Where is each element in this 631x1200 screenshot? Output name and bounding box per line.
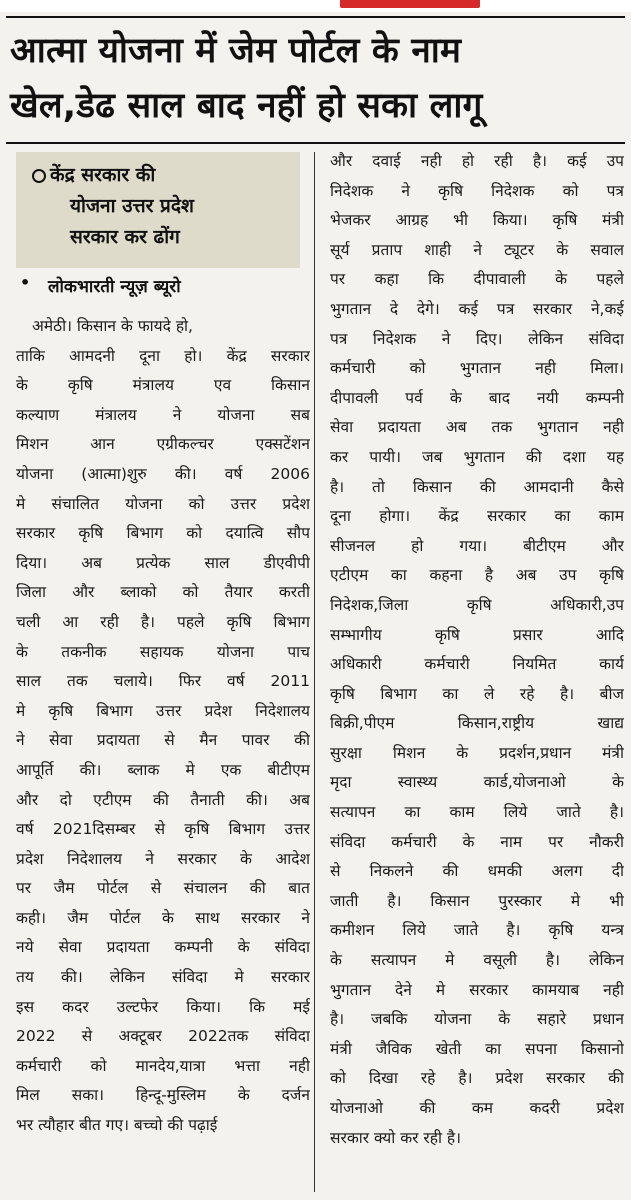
article-line: जिला और ब्लाको को तैयार करती bbox=[16, 583, 310, 602]
article-line: इस कदर उल्टफेर किया। कि मई bbox=[16, 997, 310, 1016]
article-line: योजनाओ की कम कदरी प्रदेश bbox=[330, 1099, 624, 1117]
masthead-red-mark bbox=[340, 0, 480, 8]
article-line: मंत्री जैविक खेती का सपना किसानो bbox=[330, 1039, 624, 1058]
article-column-left bbox=[16, 312, 310, 1141]
article-line: और दो एटीएम की तैनाती की। अब bbox=[16, 790, 310, 809]
article-line: भुगतान दे देगे। कई पत्र सरकार ने,कई bbox=[330, 299, 624, 318]
article-line: के तकनीक सहायक योजना पाच bbox=[16, 642, 310, 661]
article-line: दूना होगा। केंद्र सरकार का काम bbox=[330, 507, 624, 526]
article-line: को दिखा रहे है। प्रदेश सरकार की bbox=[330, 1069, 624, 1088]
article-line: निदेशक ने कृषि निदेशक को पत्र bbox=[330, 181, 624, 200]
top-masthead-strip bbox=[0, 0, 631, 12]
article-line: पर जैम पोर्टल से संचालन की बात bbox=[16, 879, 310, 898]
article-line: ताकि आमदनी दूना हो। केंद्र सरकार bbox=[16, 346, 310, 365]
article-column-right bbox=[330, 147, 624, 1153]
article-line: सरकार कृषि बिभाग को दयात्वि सौप bbox=[16, 524, 310, 543]
article-line: कृषि बिभाग का ले रहे है। बीज bbox=[330, 684, 624, 703]
article-line: भेजकर आग्रह भी किया। कृषि मंत्री bbox=[330, 211, 624, 230]
article-line: वर्ष 2021दिसम्बर से कृषि बिभाग उत्तर bbox=[16, 820, 310, 839]
article-line: सूर्य प्रताप शाही ने ट्यूटर के सवाल bbox=[330, 240, 624, 259]
article-line: मिशन आन एग्रीकल्चर एक्सटेंशन bbox=[16, 435, 310, 454]
subhead-line-1: केंद्र सरकार की bbox=[50, 164, 156, 186]
article-line: संविदा कर्मचारी के नाम पर नौकरी bbox=[330, 832, 624, 851]
headline bbox=[10, 24, 625, 134]
byline-text: लोकभारती न्यूज़ ब्यूरो bbox=[48, 277, 181, 297]
article-line: प्रदेश निदेशालय ने सरकार के आदेश bbox=[16, 849, 310, 868]
article-line: सीजनल हो गया। बीटीएम और bbox=[330, 536, 624, 555]
byline-dot-icon: • bbox=[20, 273, 31, 292]
article-line: दीपावली पर्व के बाद नयी कम्पनी bbox=[330, 388, 624, 407]
article-line: अमेठी। किसान के फायदे हो, bbox=[32, 317, 193, 335]
article-line: एटीएम का कहना है अब उप कृषि bbox=[330, 566, 624, 585]
article-line: मृदा स्वास्थ्य कार्ड,योजनाओ के bbox=[330, 773, 624, 792]
article-line: कर्मचारी को भुगतान नही मिला। bbox=[330, 359, 624, 378]
article-line: से निकलने की धमकी अलग दी bbox=[330, 862, 624, 881]
article-line: पर कहा कि दीपावाली के पहले bbox=[330, 270, 624, 289]
subhead-line-3: सरकार कर ढोंग bbox=[70, 226, 180, 248]
article-line: सेवा प्रदायता अब तक भुगतान नही bbox=[330, 418, 624, 437]
article-line: चली आ रही है। पहले कृषि बिभाग bbox=[16, 612, 310, 631]
article-line: आपूर्ति की। ब्लाक मे एक बीटीएम bbox=[16, 760, 310, 779]
article-line: भुगतान देने मे सरकार कामयाब नही bbox=[330, 980, 624, 999]
column-divider bbox=[314, 152, 315, 1192]
article-line: मे संचालित योजना को उत्तर प्रदेश bbox=[16, 494, 310, 513]
article-line: ने सेवा प्रदायता से मैन पावर की bbox=[16, 731, 310, 750]
article-line: कर पायी। जब भुगतान की दशा यह bbox=[330, 447, 624, 466]
article-line: साल तक चलाये। फिर वर्ष 2011 bbox=[16, 672, 310, 691]
article-line: कर्मचारी को मानदेय,यात्रा भत्ता नही bbox=[16, 1056, 310, 1075]
subhead-box bbox=[16, 152, 300, 268]
article-line: तय की। लेकिन संविदा मे सरकार bbox=[16, 968, 310, 987]
circle-bullet-icon bbox=[32, 169, 46, 183]
article-line: मे कृषि बिभाग उत्तर प्रदेश निदेशालय bbox=[16, 701, 310, 720]
article-line: कही। जैम पोर्टल के साथ सरकार ने bbox=[16, 908, 310, 927]
article-line: 2022 से अक्टूबर 2022तक संविदा bbox=[16, 1027, 310, 1046]
article-line: बिक्री,पीएम किसान,राष्ट्रीय खाद्य bbox=[330, 714, 624, 733]
article-line: सरकार क्यो कर रही है। bbox=[330, 1128, 462, 1147]
article-line: है। जबकि योजना के सहारे प्रधान bbox=[330, 1010, 624, 1029]
article-line: निदेशक,जिला कृषि अधिकारी,उप bbox=[330, 595, 624, 614]
article-line: अधिकारी कर्मचारी नियमित कार्य bbox=[330, 655, 624, 674]
article-line: नये सेवा प्रदायता कम्पनी के संविदा bbox=[16, 938, 310, 957]
article-line: सम्भागीय कृषि प्रसार आदि bbox=[330, 625, 624, 644]
article-line: के कृषि मंत्रालय एव किसान bbox=[16, 376, 310, 395]
article-line: भर त्यौहार बीत गए। बच्चो की पढ़ाई bbox=[16, 1116, 218, 1135]
article-line: कमीशन लिये जाते है। कृषि यन्त्र bbox=[330, 921, 624, 940]
subhead-line-2: योजना उत्तर प्रदेश bbox=[70, 195, 194, 217]
top-rule bbox=[6, 16, 625, 18]
headline-line-1: आत्मा योजना में जेम पोर्टल के नाम bbox=[10, 31, 462, 71]
article-line: है। तो किसान की आमदानी कैसे bbox=[330, 477, 624, 496]
article-line: दिया। अब प्रत्येक साल डीएवीपी bbox=[16, 553, 310, 572]
article-line: मिल सका। हिन्दू-मुस्लिम के दर्जन bbox=[16, 1086, 310, 1105]
headline-rule bbox=[6, 142, 625, 144]
article-line: के सत्यापन मे वसूली है। लेकिन bbox=[330, 951, 624, 970]
article-line: सत्यापन का काम लिये जाते है। bbox=[330, 803, 624, 822]
subhead bbox=[50, 160, 290, 253]
article-line: और दवाई नही हो रही है। कई उप bbox=[330, 152, 624, 170]
article-line: जाती है। किसान पुरस्कार मे भी bbox=[330, 891, 624, 910]
article-line: पत्र निदेशक ने दिए। लेकिन संविदा bbox=[330, 329, 624, 348]
article-line: सुरक्षा मिशन के प्रदर्शन,प्रधान मंत्री bbox=[330, 743, 624, 762]
article-line: कल्याण मंत्रालय ने योजना सब bbox=[16, 405, 310, 424]
article-line: योजना (आत्मा)शुरु की। वर्ष 2006 bbox=[16, 464, 310, 483]
headline-line-2: खेल,डेढ साल बाद नहीं हो सका लागू bbox=[10, 86, 483, 126]
